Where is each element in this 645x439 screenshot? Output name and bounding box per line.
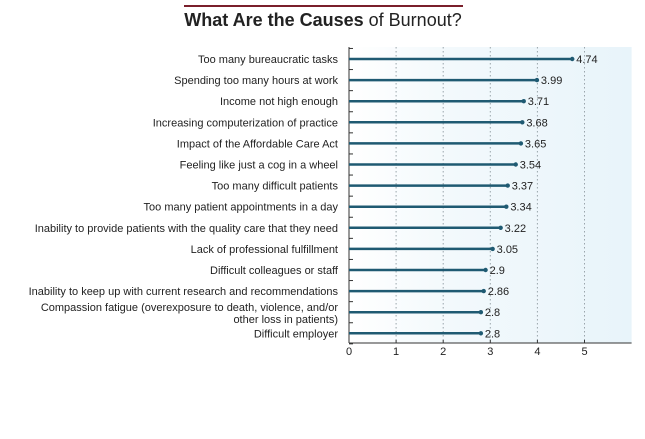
bar-end-marker [506,183,510,187]
bar-end-marker [570,57,574,61]
x-tick-label: 4 [534,346,541,358]
value-label: 2.9 [489,265,505,277]
value-label: 2.8 [484,328,501,341]
value-label: 2.8 [484,307,501,320]
value-label: 3.71 [527,96,550,109]
category-label: Difficult employer [253,328,338,341]
value-label: 3.99 [540,75,563,88]
category-label: Too many difficult patients [211,180,338,193]
value-label: 3.34 [510,201,532,214]
value-label: 4.74 [576,54,598,66]
bar-end-marker [482,289,486,293]
x-tick-label: 2 [440,346,447,358]
x-tick-label: 5 [581,346,588,358]
bar-end-marker [490,247,494,251]
category-label: Inability to keep up with current research and recommendations [28,286,338,299]
bar-end-marker [504,205,508,209]
value-label: 3.37 [511,180,534,193]
value-label: 3.05 [496,243,519,256]
bar-end-marker [498,226,502,230]
bar-end-marker [522,99,526,103]
bar-end-marker [514,162,518,166]
x-tick-label: 1 [393,346,400,358]
value-label: 3.54 [519,159,542,172]
category-label: Feeling like just a cog in a wheel [179,159,338,172]
value-label: 2.86 [487,286,510,299]
bar-end-marker [519,141,523,145]
category-label: Difficult colleagues or staff [210,265,338,277]
category-label: Too many patient appointments in a day [143,201,338,214]
x-tick-label: 3 [487,346,494,358]
bar-end-marker [520,120,524,124]
category-label: Lack of professional fulfillment [190,243,338,256]
bar-end-marker [535,78,539,82]
category-label: Income not high enough [219,96,338,109]
category-label: Impact of the Affordable Care Act [176,138,338,151]
chart-title-bold: What Are the Causes [184,10,364,30]
category-label: Compassion fatigue (overexposure to death, violence, and/or other loss in patients) [40,302,338,327]
bar-end-marker [479,331,483,335]
value-label: 3.68 [526,117,548,130]
bar-end-marker [483,268,487,272]
x-tick-label: 0 [345,346,353,358]
category-label: Spending too many hours at work [174,75,338,88]
bar-end-marker [479,310,483,314]
category-label: Increasing computerization of practice [152,117,338,130]
value-label: 3.65 [524,138,547,151]
category-label: Too many bureaucratic tasks [197,54,338,66]
category-label: Inability to provide patients with the quality care that they need [34,222,338,235]
value-label: 3.22 [504,222,527,235]
chart-title-rest: of Burnout? [363,10,462,30]
